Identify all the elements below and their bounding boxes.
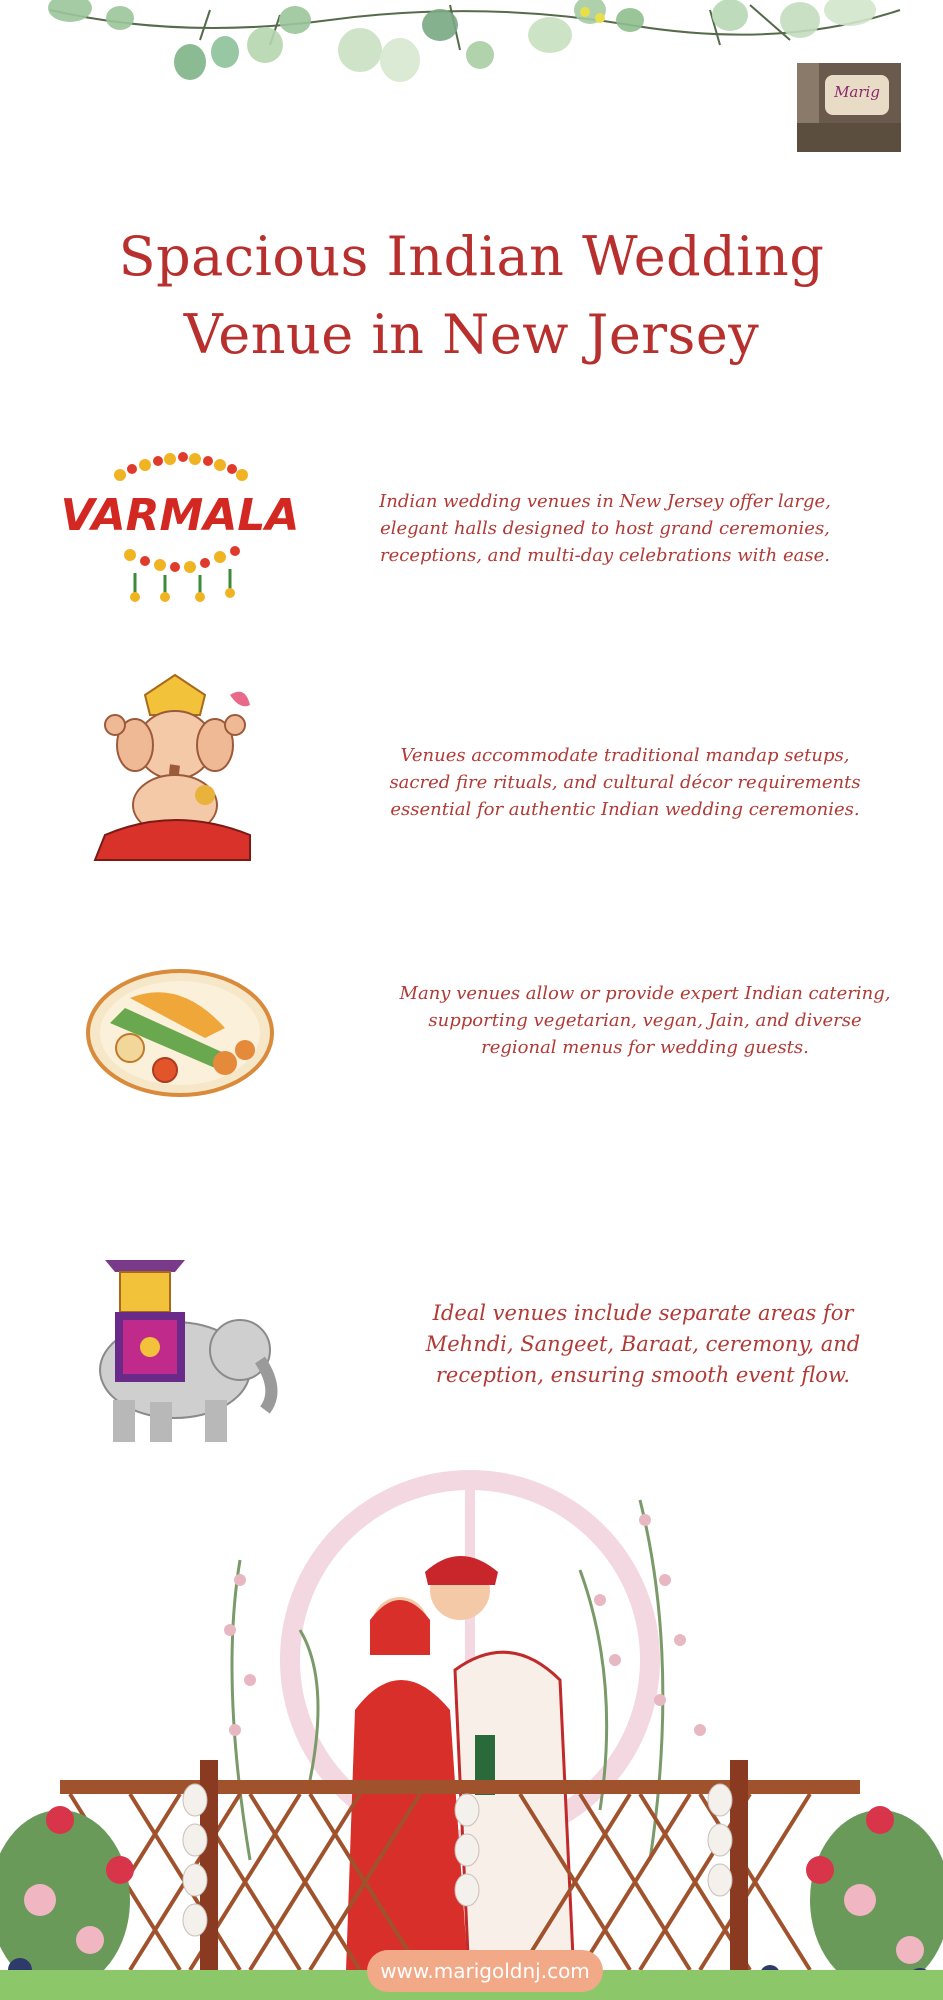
section-4-text: Ideal venues include separate areas for Mehndi, Sangeet, Baraat, ceremony, and reception, ensuring smooth event flow. — [425, 1301, 861, 1387]
venue-sign-photo — [797, 63, 901, 152]
wedding-couple-garden-illustration — [0, 1480, 943, 2000]
title-line-1: Spacious Indian Wedding — [118, 225, 825, 288]
section-3-text: Many venues allow or provide expert Indian catering, supporting vegetarian, vegan, Jain, and diverse regional menus for wedding guests. — [399, 983, 891, 1058]
page-title — [0, 218, 943, 374]
website-url-link[interactable]: www.marigoldnj.com — [367, 1950, 603, 1992]
varmala-logo-text: VARMALA — [60, 490, 300, 541]
section-1-text: Indian wedding venues in New Jersey offer large, elegant halls designed to host grand ceremonies, receptions, and multi-day celebrations with ease. — [379, 491, 831, 566]
eucalyptus-garland-decoration — [30, 0, 910, 100]
venue-sign-text: Marig — [834, 83, 880, 101]
ganesha-icon — [85, 675, 265, 865]
indian-food-plate-icon — [85, 968, 275, 1098]
title-line-2: Venue in New Jersey — [183, 303, 760, 366]
section-2-text: Venues accommodate traditional mandap setups, sacred fire rituals, and cultural décor requirements essential for authentic Indian wedding ceremonies. — [389, 745, 861, 820]
varmala-logo-icon — [60, 445, 300, 605]
decorated-elephant-icon — [75, 1250, 285, 1445]
